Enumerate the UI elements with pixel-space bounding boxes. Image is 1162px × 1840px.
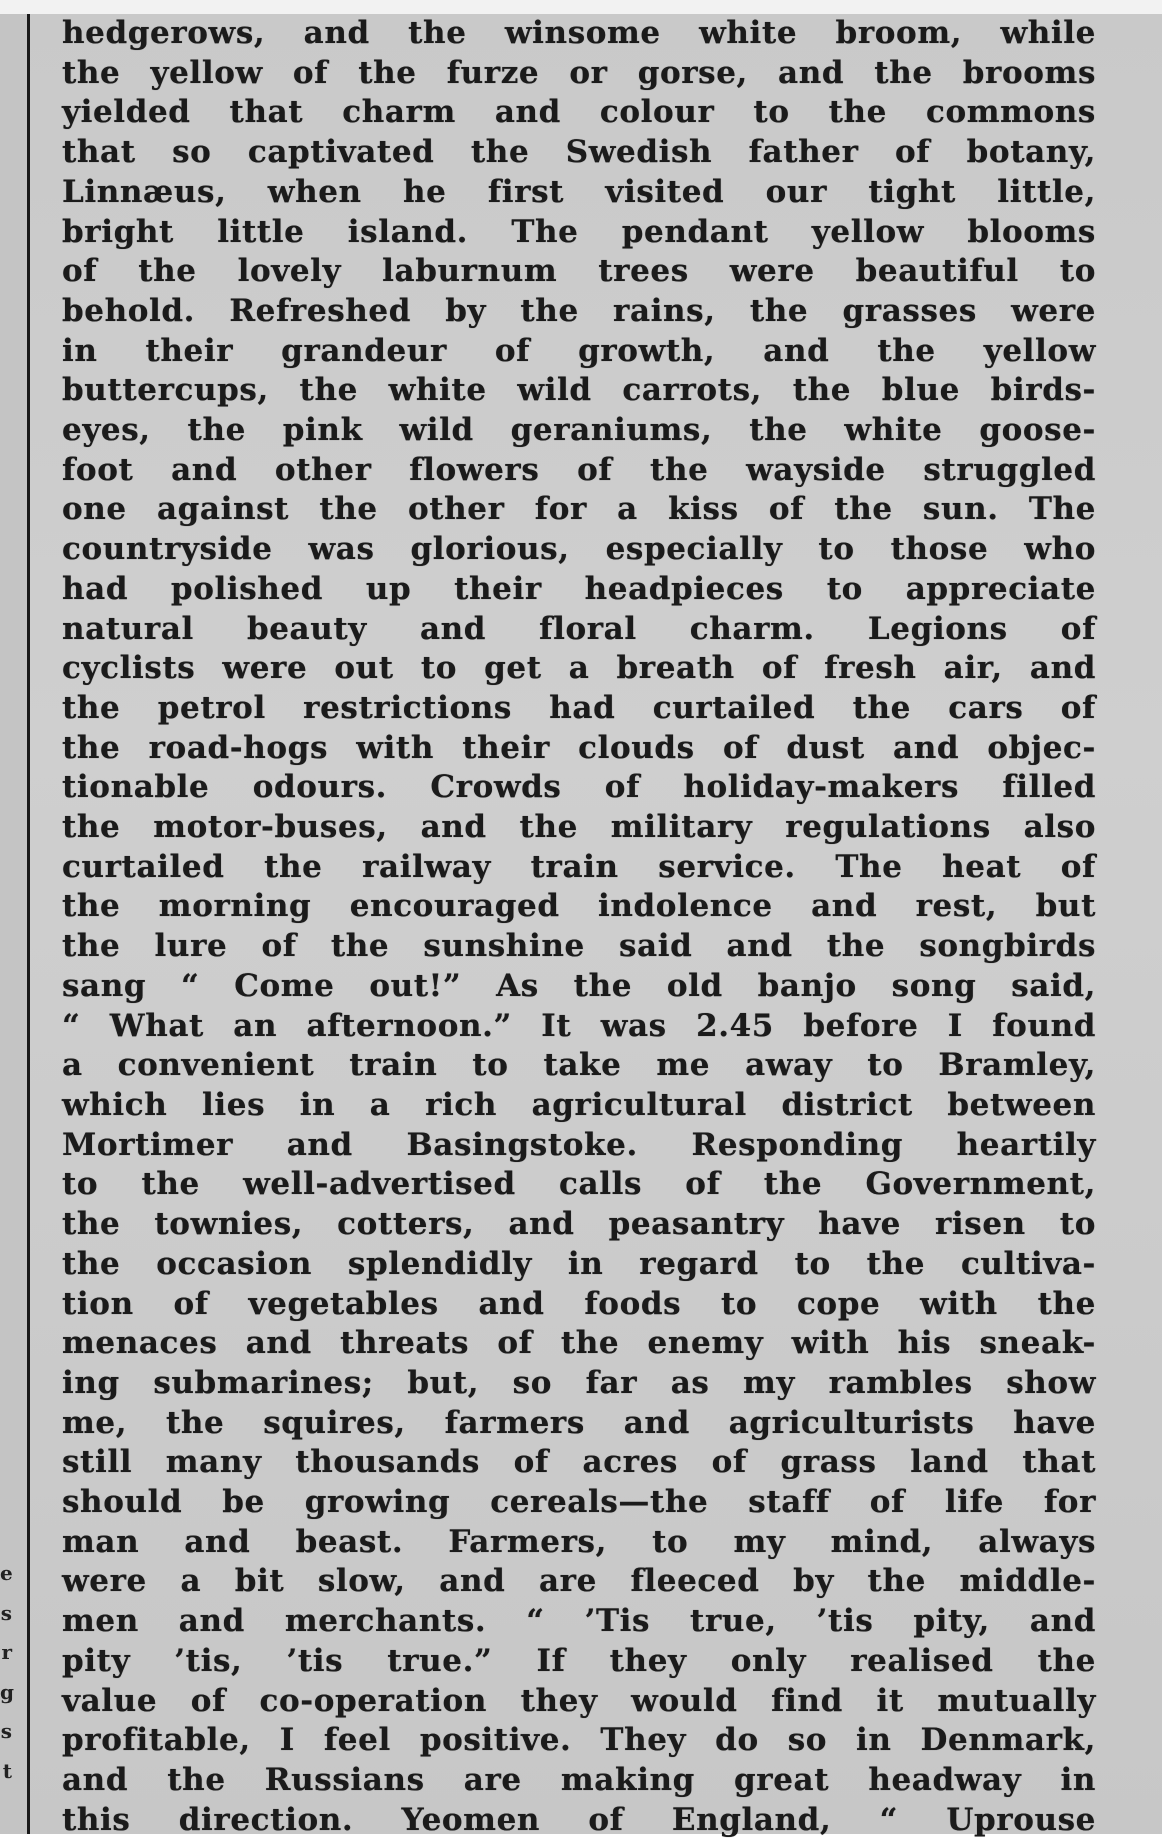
text-line: the morning encouraged indolence and rest, but [62, 888, 1096, 925]
text-line: a convenient train to take me away to Bramley, [62, 1047, 1096, 1084]
text-line: behold. Refreshed by the rains, the grasses were [62, 292, 1096, 329]
text-line: profitable, I feel positive. They do so in Denmark, [62, 1722, 1096, 1759]
adjacent-column-fragments [0, 1554, 14, 1791]
text-line: tionable odours. Crowds of holiday-makers filled [62, 769, 1096, 806]
fragment-letter: s [0, 1600, 12, 1625]
text-line: hedgerows, and the winsome white broom, while [62, 15, 1096, 51]
text-line: countryside was glorious, especially to those who [62, 531, 1096, 568]
text-line: menaces and threats of the enemy with his sneak- [62, 1325, 1096, 1362]
text-line: sang “ Come out!” As the old banjo song said, [62, 967, 1096, 1004]
text-line: buttercups, the white wild carrots, the blue birds- [62, 372, 1096, 409]
text-line: and the Russians are making great headway in [62, 1761, 1096, 1798]
text-line: Linnæus, when he first visited our tight little, [62, 173, 1096, 210]
text-line: men and merchants. “ ’Tis true, ’tis pity, and [62, 1603, 1096, 1640]
top-bar [0, 0, 1162, 15]
text-line: the road-hogs with their clouds of dust and objec- [62, 729, 1096, 766]
text-line: bright little island. The pendant yellow blooms [62, 213, 1096, 250]
text-line: to the well-advertised calls of the Government, [62, 1166, 1096, 1203]
text-line: that so captivated the Swedish father of botany, [62, 134, 1096, 171]
article-column [62, 14, 1096, 1840]
text-line: had polished up their headpieces to appreciate [62, 570, 1096, 607]
text-line: the townies, cotters, and peasantry have risen to [62, 1206, 1096, 1243]
text-line: of the lovely laburnum trees were beautiful to [62, 253, 1096, 290]
text-line: yielded that charm and colour to the commons [62, 94, 1096, 131]
fragment-letter: t [2, 1758, 12, 1783]
text-line: “ What an afternoon.” It was 2.45 before I found [62, 1007, 1096, 1044]
text-line: were a bit slow, and are fleeced by the middle- [62, 1563, 1096, 1600]
column-rule [27, 14, 30, 1834]
text-line: the petrol restrictions had curtailed the cars of [62, 689, 1096, 726]
text-line: the lure of the sunshine said and the songbirds [62, 928, 1096, 965]
text-line: me, the squires, farmers and agriculturists have [62, 1404, 1096, 1441]
text-line: cyclists were out to get a breath of fresh air, and [62, 650, 1096, 687]
text-line: one against the other for a kiss of the sun. The [62, 491, 1096, 528]
text-line: the yellow of the furze or gorse, and the brooms [62, 54, 1096, 91]
text-line: foot and other flowers of the wayside struggled [62, 451, 1096, 488]
fragment-letter: s [0, 1719, 12, 1743]
article-paragraph [62, 14, 1096, 1840]
text-line: eyes, the pink wild geraniums, the white goose- [62, 412, 1096, 449]
text-line: should be growing cereals—the staff of life for [62, 1484, 1096, 1521]
text-line: the motor-buses, and the military regulations also [62, 809, 1096, 846]
text-line: man and beast. Farmers, to my mind, always [62, 1523, 1096, 1560]
text-line: the occasion splendidly in regard to the cultiva- [62, 1245, 1096, 1282]
text-line: pity ’tis, ’tis true.” If they only realised the [62, 1642, 1096, 1679]
fragment-letter: r [1, 1640, 12, 1664]
text-line: still many thousands of acres of grass land that [62, 1444, 1096, 1481]
text-line: in their grandeur of growth, and the yellow [62, 332, 1096, 369]
text-line: which lies in a rich agricultural district between [62, 1086, 1096, 1123]
text-line: Mortimer and Basingstoke. Responding heartily [62, 1126, 1096, 1163]
newspaper-scan [0, 14, 1162, 1838]
text-line: value of co-operation they would find it mutually [62, 1682, 1096, 1719]
text-line: this direction. Yeomen of England, “ Uprouse [62, 1801, 1096, 1838]
text-line: natural beauty and floral charm. Legions of [62, 610, 1096, 647]
text-line: curtailed the railway train service. The heat of [62, 848, 1096, 885]
fragment-letter: e [0, 1561, 13, 1585]
text-line: tion of vegetables and foods to cope with the [62, 1285, 1096, 1322]
text-line: ing submarines; but, so far as my rambles show [62, 1364, 1096, 1401]
fragment-letter: g [0, 1679, 14, 1704]
